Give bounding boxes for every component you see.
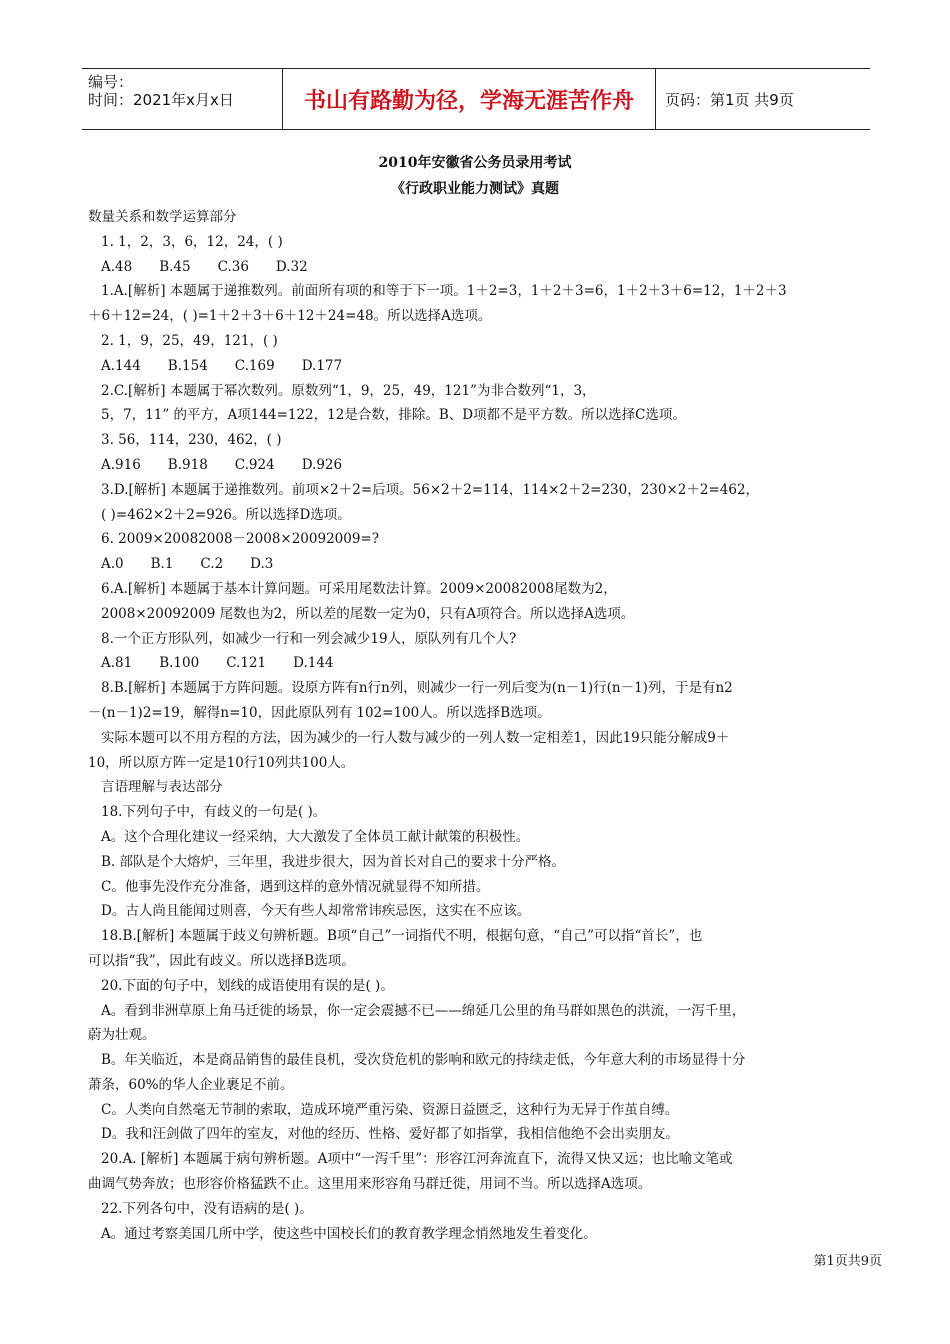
text-line: A.0 B.1 C.2 D.3 — [101, 556, 274, 573]
text-line: 22.下列各句中，没有语病的是( )。 — [101, 1200, 313, 1217]
text-line: ＋6＋12=24，( )=1＋2＋3＋6＋12＋24=48。所以选择A选项。 — [88, 308, 492, 325]
text-line: 3.D.[解析] 本题属于递推数列。前项×2＋2=后项。56×2＋2=114，114×2＋2=230，230×2＋2=462， — [101, 481, 760, 498]
text-line: A.916 B.918 C.924 D.926 — [101, 456, 343, 473]
text-line: 5，7，11” 的平方，A项144=122，12是合数，排除。B、D项都不是平方数。所以选择C选项。 — [101, 407, 686, 424]
page-header — [82, 68, 870, 130]
header-motto-cell — [282, 69, 656, 129]
text-line: 数量关系和数学运算部分 — [88, 209, 237, 225]
text-line: A.144 B.154 C.169 D.177 — [101, 357, 343, 374]
text-line: C。人类向自然毫无节制的索取，造成环境严重污染、资源日益匮乏，这种行为无异于作茧自缚。 — [101, 1101, 679, 1118]
header-motto: 书山有路勤为径，学海无涯苦作舟 — [303, 88, 634, 114]
text-line: 8.一个正方形队列，如减少一行和一列会减少19人，原队列有几个人? — [101, 630, 517, 647]
text-line: A。通过考察美国几所中学，使这些中国校长们的教育教学理念悄然地发生着变化。 — [101, 1225, 597, 1242]
text-line: A.81 B.100 C.121 D.144 — [101, 655, 334, 672]
text-line: 18.B.[解析] 本题属于歧义句辨析题。B项“自己”一词指代不明，根据句意，“自己”可以指“首长”，也 — [101, 928, 703, 945]
text-line: 言语理解与表达部分 — [101, 779, 223, 796]
header-page-label: 页码：第1页 共9页 — [665, 90, 794, 109]
text-line: 6. 2009×20082008－2008×20092009=? — [101, 531, 379, 548]
text-line: 曲调气势奔放；也形容价格猛跌不止。这里用来形容角马群迁徙，用词不当。所以选择A选项。 — [88, 1176, 652, 1193]
text-line: C。他事先没作充分准备，遇到这样的意外情况就显得不知所措。 — [101, 878, 490, 895]
text-line: 18.下列句子中，有歧义的一句是( )。 — [101, 804, 327, 821]
text-line: B. 部队是个大熔炉，三年里，我进步很大，因为首长对自己的要求十分严格。 — [101, 853, 566, 870]
text-line: 6.A.[解析] 本题属于基本计算问题。可采用尾数法计算。2009×20082008尾数为2， — [101, 580, 617, 597]
text-line: 20.A. [解析] 本题属于病句辨析题。A项中“一泻千里”：形容江河奔流直下，流得又快又远；也比喻文笔或 — [101, 1151, 733, 1168]
text-line: 2.C.[解析] 本题属于幂次数列。原数列“1，9，25，49，121”为非合数列“1，3， — [101, 382, 596, 399]
document-time-label: 时间：2021年x月x日 — [88, 91, 234, 109]
text-line: 萧条，60%的华人企业裹足不前。 — [88, 1076, 294, 1093]
text-line: A。这个合理化建议一经采纳，大大激发了全体员工献计献策的积极性。 — [101, 828, 530, 845]
text-line: 蔚为壮观。 — [88, 1027, 156, 1044]
text-line: 3. 56，114，230，462，( ) — [101, 432, 282, 449]
text-line: 实际本题可以不用方程的方法，因为减少的一行人数与减少的一列人数一定相差1，因此19只能分解成9＋ — [101, 729, 730, 746]
page-footer: 第1页共9页 — [813, 1254, 882, 1269]
text-line: 10，所以原方阵一定是10行10列共100人。 — [88, 754, 355, 771]
text-line: 20.下面的句子中，划线的成语使用有误的是( )。 — [101, 977, 394, 994]
text-line: 8.B.[解析] 本题属于方阵问题。设原方阵有n行n列，则减少一行一列后变为(n－1)行(n－1)列，于是有n2 — [101, 680, 733, 697]
document-body — [88, 205, 884, 1246]
text-line: 可以指“我”，因此有歧义。所以选择B选项。 — [88, 952, 355, 969]
header-meta — [82, 69, 282, 129]
text-line: A.48 B.45 C.36 D.32 — [101, 258, 308, 275]
header-page-cell — [655, 69, 880, 129]
text-line: 1. 1，2，3，6，12，24，( ) — [101, 233, 283, 250]
text-line: 2008×20092009 尾数也为2，所以差的尾数一定为0，只有A项符合。所以选择A选项。 — [101, 605, 635, 622]
text-line: D。我和汪剑做了四年的室友，对他的经历、性格、爱好都了如指掌，我相信他绝不会出卖朋友。 — [101, 1126, 679, 1143]
text-line: 1.A.[解析] 本题属于递推数列。前面所有项的和等于下一项。1＋2=3，1＋2＋3=6，1＋2＋3＋6=12，1＋2＋3 — [101, 283, 787, 300]
text-line: A。看到非洲草原上角马迁徙的场景，你一定会震撼不已——绵延几公里的角马群如黑色的洪流，一泻千里， — [101, 1002, 746, 1019]
doc-title-line1: 2010年安徽省公务员录用考试 — [378, 155, 572, 171]
text-line: 2. 1，9，25，49，121，( ) — [101, 332, 278, 349]
text-line: D。古人尚且能闻过则喜，今天有些人却常常讳疾忌医，这实在不应该。 — [101, 903, 531, 920]
text-line: ( )=462×2＋2=926。所以选择D选项。 — [101, 506, 351, 523]
text-line: B。年关临近，本是商品销售的最佳良机，受次贷危机的影响和欧元的持续走低，今年意大利的市场显得十分 — [101, 1052, 746, 1069]
text-line: －(n－1)2=19，解得n=10，因此原队列有 102=100人。所以选择B选项。 — [88, 704, 551, 721]
doc-title-line2: 《行政职业能力测试》真题 — [391, 181, 559, 197]
document-number-label: 编号： — [88, 73, 134, 91]
